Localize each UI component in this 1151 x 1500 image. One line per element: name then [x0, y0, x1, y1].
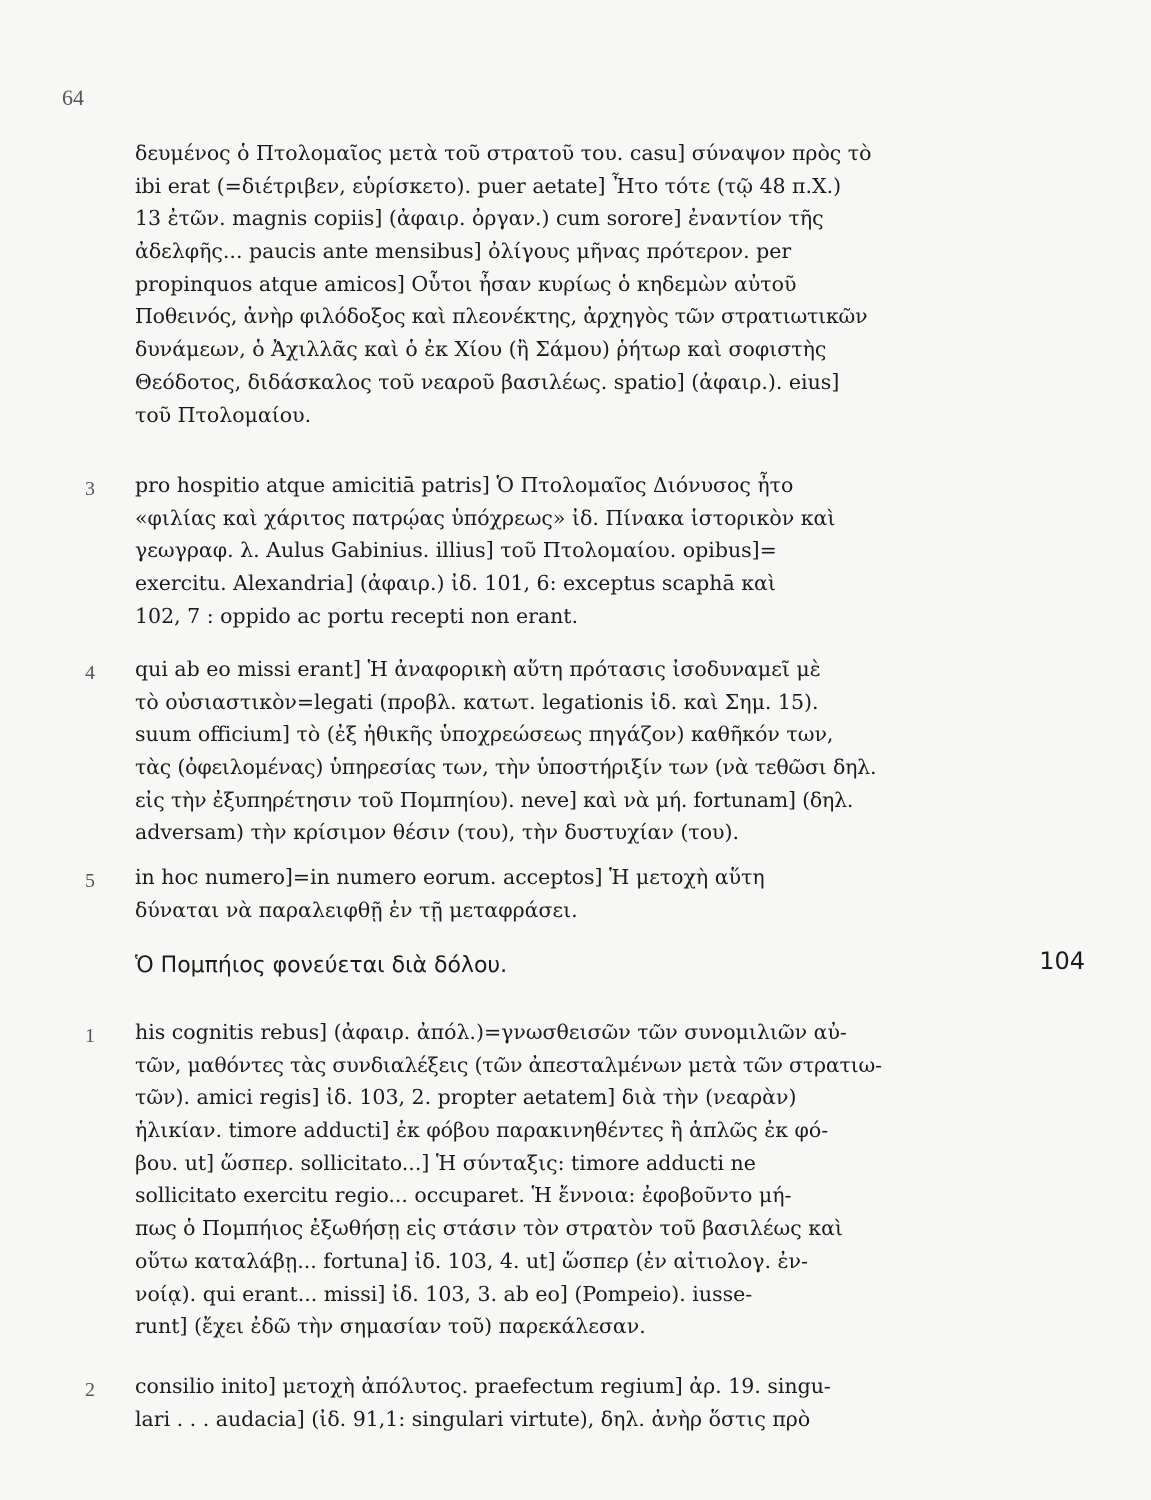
text-line: δυνάμεων, ὁ Ἀχιλλᾶς καὶ ὁ ἐκ Χίου (ἢ Σάμου) ῥήτωρ καὶ σοφιστὴς: [135, 337, 827, 362]
text-line: ἀδελφῆς... paucis ante mensibus] ὀλίγους μῆνας πρότερον. per: [135, 239, 792, 264]
chapter-title: Ὁ Πομπήιος φονεύεται διὰ δόλου.: [135, 953, 508, 978]
commentary-paragraph: [135, 861, 1095, 926]
text-line: δύναται νὰ παραλειφθῇ ἐν τῇ μεταφράσει.: [135, 897, 578, 922]
text-line: 13 ἐτῶν. magnis copiis] (ἀφαιρ. ὀργαν.) cum sorore] ἐναντίον τῆς: [135, 206, 824, 231]
page-number: 64: [62, 85, 84, 110]
text-line: πως ὁ Πομπήιος ἐξωθήσῃ εἰς στάσιν τὸν στρατὸν τοῦ βασιλέως καὶ: [135, 1216, 843, 1241]
text-line: τὸ οὐσιαστικὸν=legati (προβλ. κατωτ. legationis ἰδ. καὶ Σημ. 15).: [135, 689, 819, 714]
text-line: εἰς τὴν ἐξυπηρέτησιν τοῦ Πομπηίου). neve] καὶ νὰ μή. fortunam] (δηλ.: [135, 787, 854, 812]
section-number: 1: [85, 1025, 95, 1047]
text-line: consilio inito] μετοχὴ ἀπόλυτος. praefectum regium] ἀρ. 19. singu-: [135, 1374, 831, 1398]
text-line: τῶν). amici regis] ἰδ. 103, 2. propter aetatem] διὰ τὴν (νεαρὰν): [135, 1085, 797, 1110]
commentary-paragraph: [135, 469, 1095, 632]
text-line: suum officium] τὸ (ἐξ ἠθικῆς ὑποχρεώσεως πηγάζον) καθῆκόν των,: [135, 722, 834, 747]
text-line: in hoc numero]=in numero eorum. acceptos] Ἡ μετοχὴ αὕτη: [135, 865, 765, 889]
text-line: runt] (ἔχει ἐδῶ τὴν σημασίαν τοῦ) παρεκάλεσαν.: [135, 1314, 646, 1339]
commentary-paragraph: [135, 653, 1095, 849]
text-line: exercitu. Alexandria] (ἀφαιρ.) ἰδ. 101, 6: exceptus scaphā καὶ: [135, 571, 776, 596]
section-number: 2: [85, 1379, 95, 1401]
text-line: ibi erat (=διέτριβεν, εὑρίσκετο). puer aetate] Ἦτο τότε (τῷ 48 π.Χ.): [135, 173, 842, 198]
section-number: 3: [85, 478, 95, 500]
commentary-paragraph: [135, 1370, 1095, 1435]
text-line: sollicitato exercitu regio... occuparet. Ἡ ἔννοια: ἐφοβοῦντο μή-: [135, 1183, 792, 1208]
text-line: adversam) τὴν κρίσιμον θέσιν (του), τὴν δυστυχίαν (του).: [135, 820, 740, 845]
text-line: pro hospitio atque amicitiā patris] Ὁ Πτολομαῖος Διόνυσος ἦτο: [135, 473, 794, 497]
text-line: γεωγραφ. λ. Aulus Gabinius. illius] τοῦ Πτολομαίου. opibus]=: [135, 538, 777, 563]
text-line: οὕτω καταλάβῃ... fortuna] ἰδ. 103, 4. ut] ὥσπερ (ἐν αἰτιολογ. ἐν-: [135, 1248, 808, 1273]
text-line: δευμένος ὁ Πτολομαῖος μετὰ τοῦ στρατοῦ του. casu] σύναψον πρὸς τὸ: [135, 141, 872, 165]
section-number: 5: [85, 870, 95, 892]
text-line: βου. ut] ὥσπερ. sollicitato...] Ἡ σύνταξις: timore adducti ne: [135, 1150, 756, 1175]
text-line: 102, 7 : oppido ac portu recepti non erant.: [135, 603, 579, 628]
text-line: qui ab eo missi erant] Ἡ ἀναφορικὴ αὕτη πρότασις ἰσοδυναμεῖ μὲ: [135, 657, 821, 681]
text-line: ἡλικίαν. timore adducti] ἐκ φόβου παρακινηθέντες ἢ ἁπλῶς ἐκ φό-: [135, 1118, 829, 1143]
text-line: his cognitis rebus] (ἀφαιρ. ἀπόλ.)=γνωσθεισῶν τῶν συνομιλιῶν αὐ-: [135, 1020, 847, 1044]
text-line: Θεόδοτος, διδάσκαλος τοῦ νεαροῦ βασιλέως. spatio] (ἀφαιρ.). eius]: [135, 369, 840, 394]
text-line: νοίᾳ). qui erant... missi] ἰδ. 103, 3. ab eo] (Pompeio). iusse-: [135, 1281, 753, 1306]
text-line: propinquos atque amicos] Οὗτοι ἦσαν κυρίως ὁ κηδεμὼν αὐτοῦ: [135, 271, 797, 296]
text-line: «φιλίας καὶ χάριτος πατρῴας ὑπόχρεως» ἰδ. Πίνακα ἱστορικὸν καὶ: [135, 505, 836, 530]
commentary-paragraph: [135, 137, 1095, 431]
text-line: τὰς (ὀφειλομένας) ὑπηρεσίας των, τὴν ὑποστήριξίν των (νὰ τεθῶσι δηλ.: [135, 755, 877, 780]
chapter-number: 104: [1039, 947, 1085, 975]
commentary-paragraph: [135, 1016, 1095, 1343]
section-number: 4: [85, 662, 95, 684]
text-line: τοῦ Πτολομαίου.: [135, 402, 312, 427]
text-line: τῶν, μαθόντες τὰς συνδιαλέξεις (τῶν ἀπεσταλμένων μετὰ τῶν στρατιω-: [135, 1052, 882, 1077]
text-line: lari . . . audacia] (ἰδ. 91,1: singulari virtute), δηλ. ἀνὴρ ὅστις πρὸ: [135, 1406, 811, 1431]
text-line: Ποθεινός, ἀνὴρ φιλόδοξος καὶ πλεονέκτης, ἀρχηγὸς τῶν στρατιωτικῶν: [135, 304, 868, 329]
